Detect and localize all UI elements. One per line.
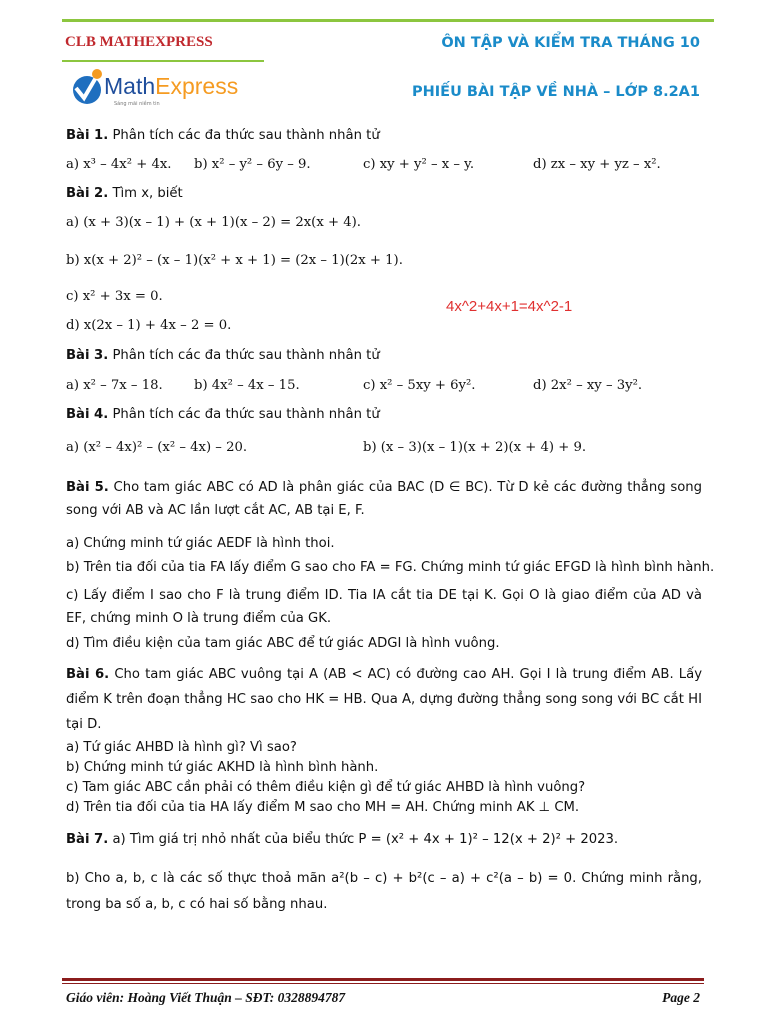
exercise-5-b: b) Trên tia đối của tia FA lấy điểm G sao cho FA = FG. Chứng minh tứ giác EFGD là hình bình hành. bbox=[66, 560, 715, 575]
exercise-1-heading: Bài 1. Phân tích các đa thức sau thành nhân tử bbox=[66, 128, 380, 143]
logo-tagline: Sáng mãi niềm tin bbox=[114, 101, 160, 107]
footer-rule bbox=[62, 978, 704, 981]
header-mid-rule bbox=[62, 60, 264, 62]
header-top-rule bbox=[62, 19, 714, 22]
logo-text: MathExpress bbox=[104, 73, 239, 99]
exercise-5-heading: Bài 5. Cho tam giác ABC có AD là phân giác của BAC (D ∈ BC). Từ D kẻ các đường thẳng song song với AB và AC lần lượt cắt AC, AB tại E, F. bbox=[66, 480, 702, 518]
exercise-6-c: c) Tam giác ABC cần phải có thêm điều kiện gì để tứ giác AHBD là hình vuông? bbox=[66, 780, 586, 795]
exercise-4-heading: Bài 4. Phân tích các đa thức sau thành nhân tử bbox=[66, 407, 380, 422]
page-title: ÔN TẬP VÀ KIỂM TRA THÁNG 10 bbox=[441, 35, 700, 51]
club-name: CLB MATHEXPRESS bbox=[65, 34, 213, 50]
exercise-2-d: d) x(2x – 1) + 4x – 2 = 0. bbox=[66, 318, 232, 333]
mathexpress-logo bbox=[70, 68, 240, 110]
handwritten-note: 4x^2+4x+1=4x^2-1 bbox=[446, 298, 573, 315]
exercise-6-a: a) Tứ giác AHBD là hình gì? Vì sao? bbox=[66, 740, 297, 755]
logo-mark-icon bbox=[70, 68, 104, 108]
exercise-7-a: Bài 7. a) Tìm giá trị nhỏ nhất của biểu thức P = (x² + 4x + 1)² – 12(x + 2)² + 2023. bbox=[66, 832, 619, 847]
exercise-6-heading: Bài 6. Cho tam giác ABC vuông tại A (AB < AC) có đường cao AH. Gọi I là trung điểm AB. Lấy điểm K trên đoạn thẳng HC sao cho HK = HB. Qua A, dựng đường thẳng song song với BC cắt HI tại D. bbox=[66, 667, 703, 732]
page-subtitle: PHIẾU BÀI TẬP VỀ NHÀ – LỚP 8.2A1 bbox=[412, 84, 700, 100]
exercise-2-c: c) x² + 3x = 0. bbox=[66, 289, 163, 304]
footer-rule-thin bbox=[62, 983, 704, 984]
teacher-info: Giáo viên: Hoàng Viết Thuận – SĐT: 0328894787 bbox=[66, 990, 346, 1005]
exercise-2-a: a) (x + 3)(x – 1) + (x + 1)(x – 2) = 2x(x + 4). bbox=[66, 215, 361, 230]
exercise-3-heading: Bài 3. Phân tích các đa thức sau thành nhân tử bbox=[66, 348, 380, 363]
exercise-5-a: a) Chứng minh tứ giác AEDF là hình thoi. bbox=[66, 536, 335, 551]
exercise-6-d: d) Trên tia đối của tia HA lấy điểm M sao cho MH = AH. Chứng minh AK ⊥ CM. bbox=[66, 800, 580, 815]
exercise-6-b: b) Chứng minh tứ giác AKHD là hình bình hành. bbox=[66, 760, 379, 775]
page-number: Page 2 bbox=[662, 990, 700, 1005]
exercise-5-d: d) Tìm điều kiện của tam giác ABC để tứ giác ADGI là hình vuông. bbox=[66, 636, 500, 651]
exercise-2-heading: Bài 2. Tìm x, biết bbox=[66, 186, 183, 201]
exercise-5-c: c) Lấy điểm I sao cho F là trung điểm ID. Tia IA cắt tia DE tại K. Gọi O là giao điểm của AD và EF, chứng minh O là trung điểm của GK. bbox=[66, 588, 702, 626]
exercise-2-b: b) x(x + 2)² – (x – 1)(x² + x + 1) = (2x – 1)(2x + 1). bbox=[66, 253, 403, 268]
exercise-7-b: b) Cho a, b, c là các số thực thoả mãn a²(b – c) + b²(c – a) + c²(a – b) = 0. Chứng minh rằng, trong ba số a, b, c có hai số bằng nhau. bbox=[66, 871, 702, 912]
